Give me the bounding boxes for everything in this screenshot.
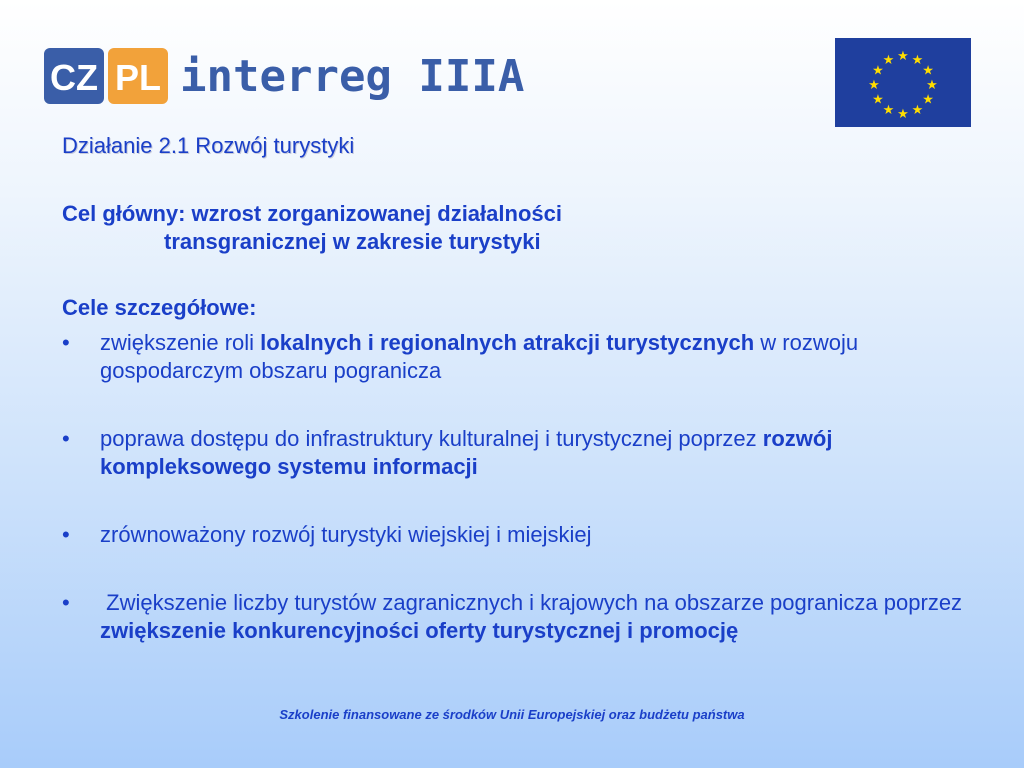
list-item-bold: lokalnych i regionalnych atrakcji turystycznych [260, 330, 755, 355]
interreg-logo [44, 47, 525, 107]
list-item-post: w rozwoju gospodarczym obszaru pogranicza [100, 330, 859, 383]
svg-text:★: ★ [911, 52, 924, 68]
list-item-text [100, 521, 962, 549]
svg-text:★: ★ [911, 103, 924, 119]
svg-text:★: ★ [882, 103, 895, 119]
list-item-pre: zwiększenie roli [100, 330, 261, 355]
list-item-bold: zwiększenie konkurencyjności oferty turystycznej i promocję [100, 618, 739, 643]
svg-text:★: ★ [897, 107, 909, 122]
bullet-icon: • [62, 330, 70, 355]
svg-text:★: ★ [872, 92, 884, 108]
svg-text:★: ★ [926, 78, 938, 93]
list-item-pre: poprawa dostępu do infrastruktury kulturalnej i turystycznej poprzez [100, 426, 763, 451]
interreg-logo-graphic [44, 46, 525, 108]
svg-text:★: ★ [922, 63, 934, 79]
list-item-text [100, 425, 972, 481]
svg-text:★: ★ [922, 92, 934, 108]
list-item-text [100, 589, 972, 645]
logo-program-text: interreg IIIA [180, 51, 525, 102]
svg-text:★: ★ [897, 49, 909, 64]
funding-footer: Szkolenie finansowane ze środków Unii Europejskiej oraz budżetu państwa [279, 707, 745, 722]
slide-heading: Działanie 2.1 Rozwój turystyki [62, 133, 355, 158]
logo-cz-text: CZ [50, 57, 98, 98]
svg-text:★: ★ [872, 63, 884, 79]
main-goal-line2: transgranicznej w zakresie turystyki [164, 229, 541, 254]
list-item [62, 425, 972, 481]
bullet-icon: • [62, 426, 70, 451]
bullet-icon: • [62, 522, 70, 547]
svg-text:★: ★ [882, 52, 895, 68]
svg-text:★: ★ [868, 78, 880, 93]
list-item-bold: rozwój kompleksowego systemu informacji [100, 426, 833, 479]
list-item [62, 521, 962, 549]
list-item-pre: zrównoważony rozwój turystyki wiejskiej i miejskiej [100, 522, 592, 547]
list-item-text [100, 329, 962, 385]
main-goal [62, 200, 562, 256]
list-item [62, 329, 962, 385]
main-goal-line1: Cel główny: wzrost zorganizowanej działalności [62, 201, 562, 226]
subgoals-heading: Cele szczegółowe: [62, 295, 257, 320]
eu-flag-icon [835, 38, 971, 127]
bullet-icon: • [62, 590, 70, 615]
logo-pl-text: PL [114, 57, 162, 98]
eu-flag-stars [835, 38, 971, 127]
list-item-pre: Zwiększenie liczby turystów zagranicznych i krajowych na obszarze pogranicza poprzez [100, 590, 969, 615]
list-item [62, 589, 972, 645]
